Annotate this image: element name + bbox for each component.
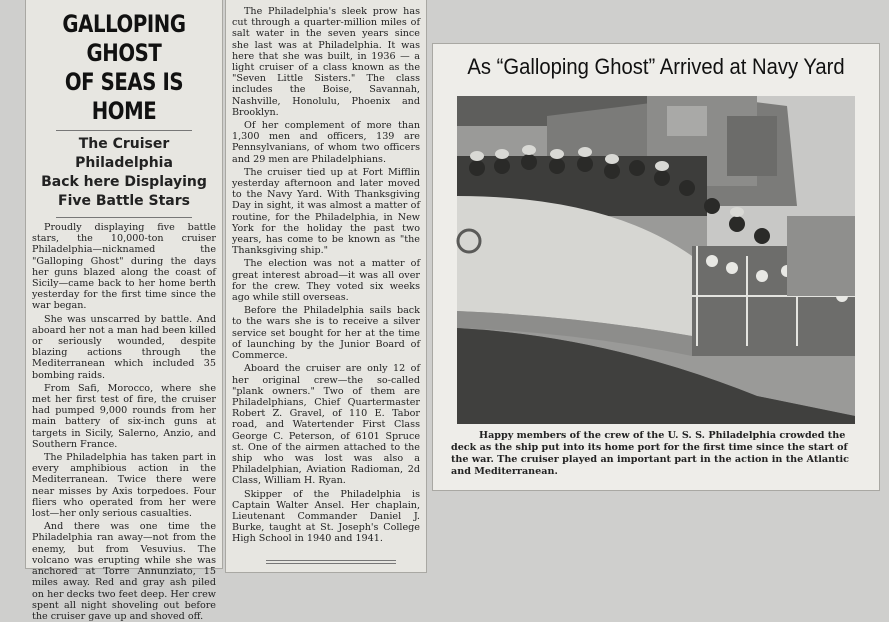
paragraph: The Philadelphia has taken part in every amphibious action in the Mediterranean. Twice there were near misses by Axis torpedoes. Four fliers who operated from her were lost—her only serious casualties. xyxy=(32,452,216,520)
paragraph: The cruiser tied up at Fort Mifflin yesterday afternoon and later moved to the Navy Yard. With Thanksgiving Day in sight, it was almost a matter of routine, for the Philadelphia, in New York for the holiday the past two years, has come to be known as "the Thanksgiving ship." xyxy=(232,166,420,257)
photo-title: As “Galloping Ghost” Arrived at Navy Yard xyxy=(467,54,845,79)
column-2-body xyxy=(232,6,420,545)
paragraph: She was unscarred by battle. And aboard her not a man had been killed or seriously wounded, despite blazing actions through the Mediterranean which included 35 bombing raids. xyxy=(32,313,216,381)
paragraph: The election was not a matter of great interest abroad—it was all over for the crew. They voted six weeks ago while still overseas. xyxy=(232,258,420,304)
paragraph: Aboard the cruiser are only 12 of her original crew—the so-called "plank owners." Two of them are Philadelphians, Chief Quartermaster Robert Z. Gravel, of 110 E. Tabor road, and Watertender First Class George C. Peterson, of 6101 Spruce st. One of the airmen attached to the ship who was lost was also a Philadelphian, Aviation Radioman, 2d Class, William H. Ryan. xyxy=(232,363,420,487)
end-rule xyxy=(266,560,396,561)
end-rule xyxy=(266,563,396,564)
headline: GALLOPING GHOST OF SEAS IS HOME xyxy=(62,10,186,125)
paragraph: And there was one time the Philadelphia ran away—not from the enemy, but from Vesuvius. The volcano was erupting while she was anchored at Torre Annunziato, 15 miles away. Red and gray ash piled on her decks two feet deep. Her crew spent all night shoveling out before the cruiser gave up and shoved off. xyxy=(32,521,216,622)
divider xyxy=(56,130,192,131)
photo-article xyxy=(433,44,879,490)
paragraph: From Safi, Morocco, where she met her first test of fire, the cruiser had pumped 9,000 rounds from her main battery of six-inch guns at targets in Sicily, Salerno, Anzio, and Southern France. xyxy=(32,382,216,450)
ship-photo xyxy=(457,96,855,424)
paragraph: Before the Philadelphia sails back to the wars she is to receive a silver service set bought for her at the time of launching by the Junior Board of Commerce. xyxy=(232,305,420,362)
paragraph: Proudly displaying five battle stars, the 10,000-ton cruiser Philadelphia—nicknamed the "Galloping Ghost" during the days her guns blazed along the coast of Sicily—came back to her home berth yesterday for the first time since the war began. xyxy=(32,222,216,312)
article-column-1 xyxy=(26,0,222,622)
paragraph: The Philadelphia's sleek prow has cut through a quarter-million miles of salt water in the seven years since she last was at Philadelphia. It was here that she was built, in 1936 — a light cruiser of a class known as the "Seven Little Sisters." The class includes the Boise, Savannah, Nashville, Honolulu, Phoenix and Brooklyn. xyxy=(232,6,420,118)
photo-caption: Happy members of the crew of the U. S. S. Philadelphia crowded the deck as the ship put into its home port for the first time since the start of the war. The cruiser played an important part in the action in the Atlantic and Mediterranean. xyxy=(451,430,850,477)
subheadline: The Cruiser Philadelphia Back here Displaying Five Battle Stars xyxy=(41,136,207,209)
article-column-2 xyxy=(226,0,426,572)
divider xyxy=(56,217,192,218)
column-1-body xyxy=(32,222,216,622)
paragraph: Skipper of the Philadelphia is Captain Walter Ansel. Her chaplain, Lieutenant Commander Daniel J. Burke, taught at St. Joseph's College High School in 1940 and 1941. xyxy=(232,488,420,545)
paragraph: Of her complement of more than 1,300 men and officers, 139 are Pennsylvanians, of whom two officers and 29 men are Philadelphians. xyxy=(232,120,420,165)
